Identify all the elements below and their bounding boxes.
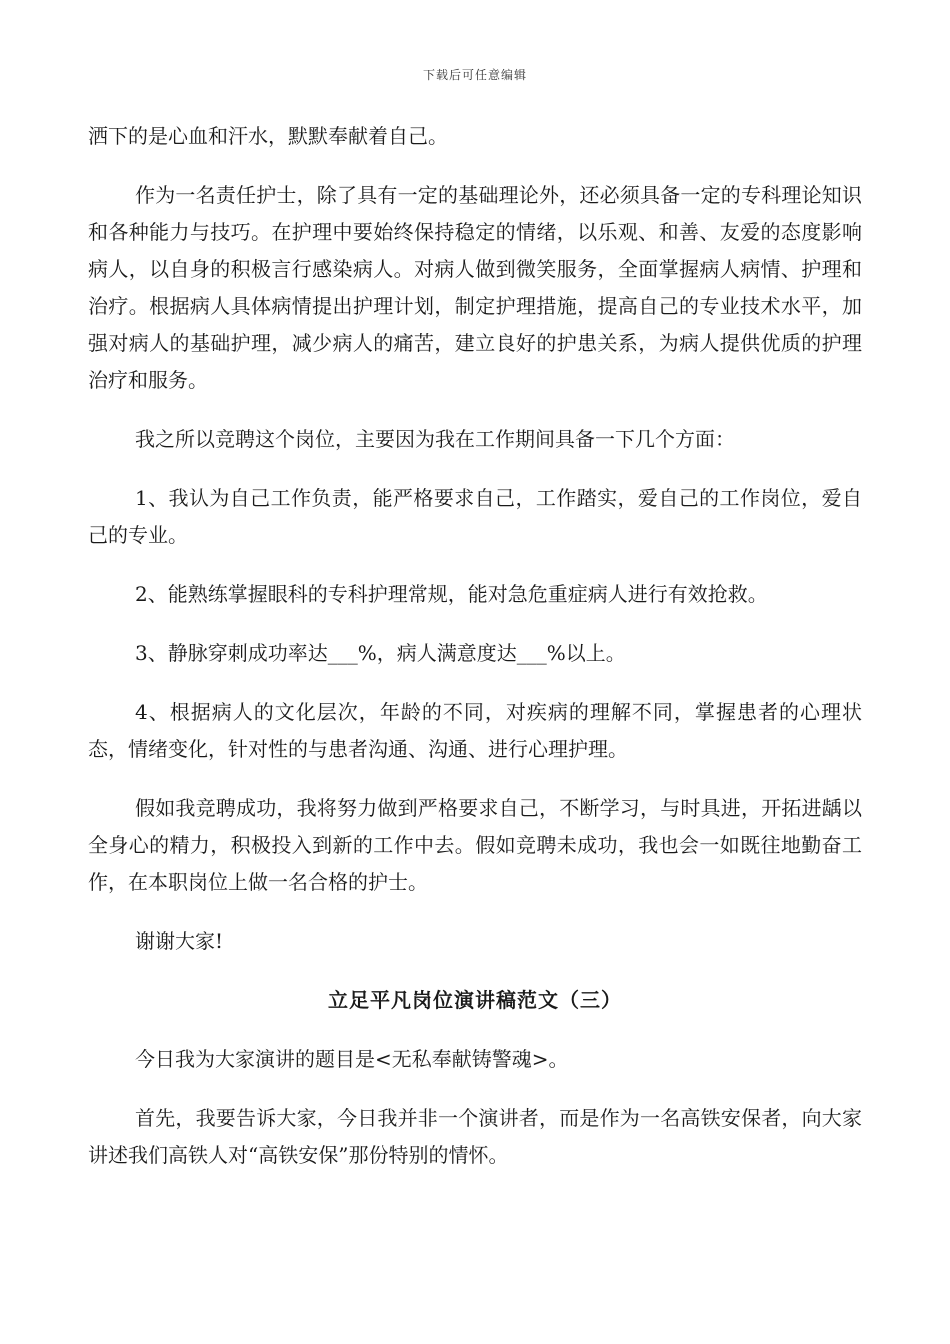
paragraph-commitment: 假如我竞聘成功，我将努力做到严格要求自己，不断学习，与时具进，开拓进龋以全身心的精力，积极投入到新的工作中去。假如竞聘未成功，我也会一如既往地勤奋工作，在本职岗位上做一名合格的护士。 [88, 796, 862, 894]
paragraph-reasons-intro: 我之所以竞聘这个岗位，主要因为我在工作期间具备一下几个方面： [135, 427, 735, 451]
list-item-3: 3、静脉穿刺成功率达___%，病人满意度达___%以上。 [135, 641, 626, 665]
paragraph-thanks: 谢谢大家! [135, 929, 224, 953]
document-body [88, 118, 862, 1174]
paragraph-speech-topic: 今日我为大家演讲的题目是<无私奉献铸警魂>。 [135, 1047, 569, 1071]
section-title: 立足平凡岗位演讲稿范文（三） [328, 988, 622, 1012]
list-item-4: 4、根据病人的文化层次，年龄的不同，对疾病的理解不同，掌握患者的心理状态，情绪变化，针对性的与患者沟通、沟通、进行心理护理。 [88, 700, 862, 761]
paragraph-nurse-duties: 作为一名责任护士，除了具有一定的基础理论外，还必须具备一定的专科理论知识和各种能力与技巧。在护理中要始终保持稳定的情绪，以乐观、和善、友爱的态度影响病人，以自身的积极言行感染病人。对病人做到微笑服务，全面掌握病人病情、护理和治疗。根据病人具体病情提出护理计划，制定护理措施，提高自己的专业技术水平，加强对病人的基础护理，减少病人的痛苦，建立良好的护患关系，为病人提供优质的护理治疗和服务。 [88, 183, 862, 392]
list-item-2: 2、能熟练掌握眼科的专科护理常规，能对急危重症病人进行有效抢救。 [135, 582, 768, 606]
list-item-1: 1、我认为自己工作负责，能严格要求自己，工作踏实，爱自己的工作岗位，爱自己的专业。 [88, 486, 862, 547]
page-header: 下载后可任意编辑 [422, 68, 527, 82]
paragraph-speech-intro: 首先，我要告诉大家，今日我并非一个演讲者，而是作为一名高铁安保者，向大家讲述我们高铁人对“高铁安保”那份特别的情怀。 [88, 1106, 862, 1167]
paragraph-continuation: 洒下的是心血和汗水，默默奉献着自己。 [88, 124, 448, 148]
